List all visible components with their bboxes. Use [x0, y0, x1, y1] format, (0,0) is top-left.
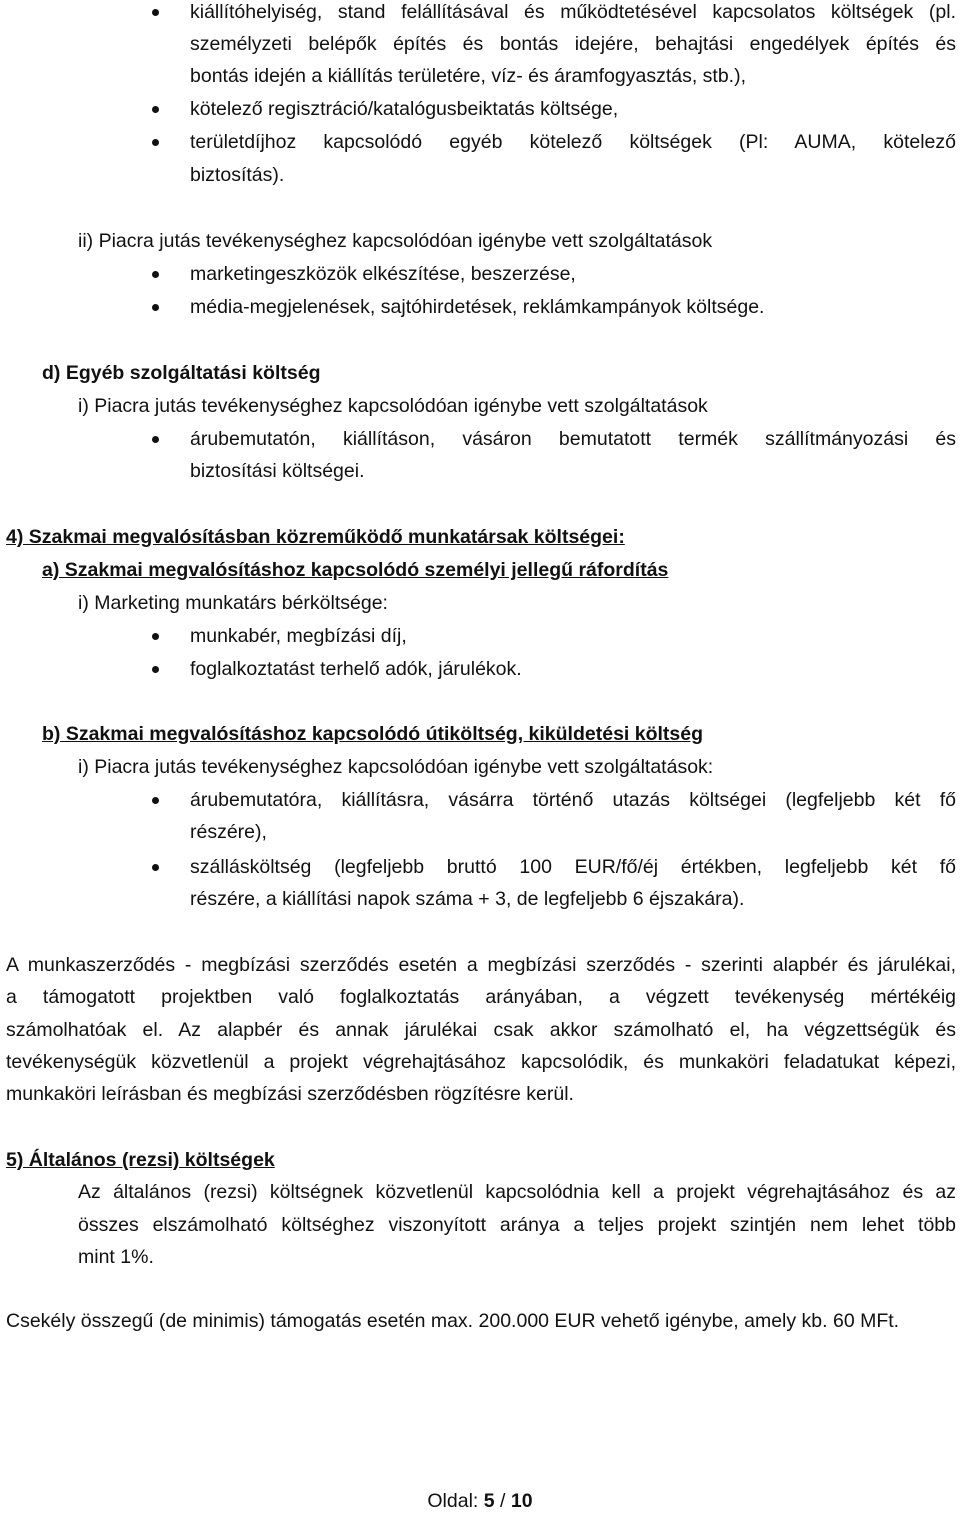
text-line: kiállítóhelyiség, stand felállításával és működtetésével kapcsolatos költségek (pl. — [190, 1, 956, 23]
paragraph-line: tevékenységük közvetlenül a projekt végrehajtásához kapcsolódik, és munkaköri feladatukat képezi, — [6, 1051, 956, 1073]
bullet-icon — [152, 9, 159, 16]
paragraph-line: összes elszámolható költséghez viszonyított aránya a teljes projekt szintjén nem lehet több — [78, 1214, 956, 1236]
bullet-icon — [152, 797, 159, 804]
text-line: foglalkoztatást terhelő adók, járulékok. — [190, 658, 522, 680]
text-line: kötelező regisztráció/katalógusbeiktatás költsége, — [190, 98, 619, 120]
bullet-icon — [152, 271, 159, 278]
paragraph-line: Az általános (rezsi) költségnek közvetlenül kapcsolódnia kell a projekt végrehajtásához és az — [78, 1181, 956, 1203]
subsection-heading: a) Szakmai megvalósításhoz kapcsolódó személyi jellegű ráfordítás — [42, 559, 669, 581]
paragraph-line: A munkaszerződés - megbízási szerződés esetén a megbízási szerződés - szerinti alapbér és járulékai, — [6, 954, 956, 976]
section-heading: 4) Szakmai megvalósításban közreműködő munkatársak költségei: — [6, 526, 625, 548]
text-line: szállásköltség (legfeljebb bruttó 100 EUR/fő/éj értékben, legfeljebb két fő — [190, 856, 956, 878]
section-heading: 5) Általános (rezsi) költségek — [6, 1149, 275, 1171]
paragraph-line: mint 1%. — [78, 1246, 154, 1268]
bullet-icon — [152, 106, 159, 113]
text-line: személyzeti belépők építés és bontás idejére, behajtási engedélyek építés és — [190, 33, 956, 55]
bullet-icon — [152, 666, 159, 673]
paragraph-line: a támogatott projektben való foglalkoztatás arányában, a végzett tevékenység mértékéig — [6, 986, 956, 1008]
page-separator: / — [500, 1490, 506, 1512]
text-line: marketingeszközök elkészítése, beszerzése, — [190, 263, 576, 285]
paragraph-line: számolhatóak el. Az alapbér és annak járulékai csak akkor számolható el, ha végzettségük és — [6, 1019, 956, 1041]
text-line: biztosítási költségei. — [190, 460, 365, 482]
text-line: árubemutatón, kiállításon, vásáron bemutatott termék szállítmányozási és — [190, 428, 956, 450]
section-heading: d) Egyéb szolgáltatási költség — [42, 362, 321, 384]
subsection-heading: b) Szakmai megvalósításhoz kapcsolódó útiköltség, kiküldetési költség — [42, 723, 704, 745]
text-line: részére), — [190, 821, 267, 843]
summary-line: Csekély összegű (de minimis) támogatás esetén max. 200.000 EUR vehető igénybe, amely kb. 60 MFt. — [6, 1310, 900, 1332]
text-line: részére, a kiállítási napok száma + 3, de legfeljebb 6 éjszakára). — [190, 888, 745, 910]
page-footer — [0, 1489, 960, 1513]
page-label: Oldal: — [427, 1490, 479, 1512]
item-heading: i) Marketing munkatárs bérköltsége: — [78, 592, 388, 614]
bullet-icon — [152, 139, 159, 146]
page-current: 5 — [483, 1490, 495, 1512]
bullet-icon — [152, 436, 159, 443]
item-heading: i) Piacra jutás tevékenységhez kapcsolódóan igénybe vett szolgáltatások: — [78, 756, 714, 778]
text-line: bontás idején a kiállítás területére, víz- és áramfogyasztás, stb.), — [190, 65, 747, 87]
bullet-icon — [152, 633, 159, 640]
subsection-heading: i) Piacra jutás tevékenységhez kapcsolódóan igénybe vett szolgáltatások — [78, 395, 708, 417]
bullet-icon — [152, 304, 159, 311]
text-line: árubemutatóra, kiállításra, vásárra történő utazás költségei (legfeljebb két fő — [190, 789, 956, 811]
text-line: biztosítás). — [190, 164, 285, 186]
text-line: területdíjhoz kapcsolódó egyéb kötelező költségek (Pl: AUMA, kötelező — [190, 131, 956, 153]
text-line: munkabér, megbízási díj, — [190, 625, 407, 647]
text-line: média-megjelenések, sajtóhirdetések, reklámkampányok költsége. — [190, 296, 765, 318]
page-total: 10 — [510, 1490, 533, 1512]
bullet-icon — [152, 864, 159, 871]
paragraph-line: munkaköri leírásban és megbízási szerződésben rögzítésre kerül. — [6, 1083, 574, 1105]
section-heading: ii) Piacra jutás tevékenységhez kapcsolódóan igénybe vett szolgáltatások — [78, 230, 713, 252]
